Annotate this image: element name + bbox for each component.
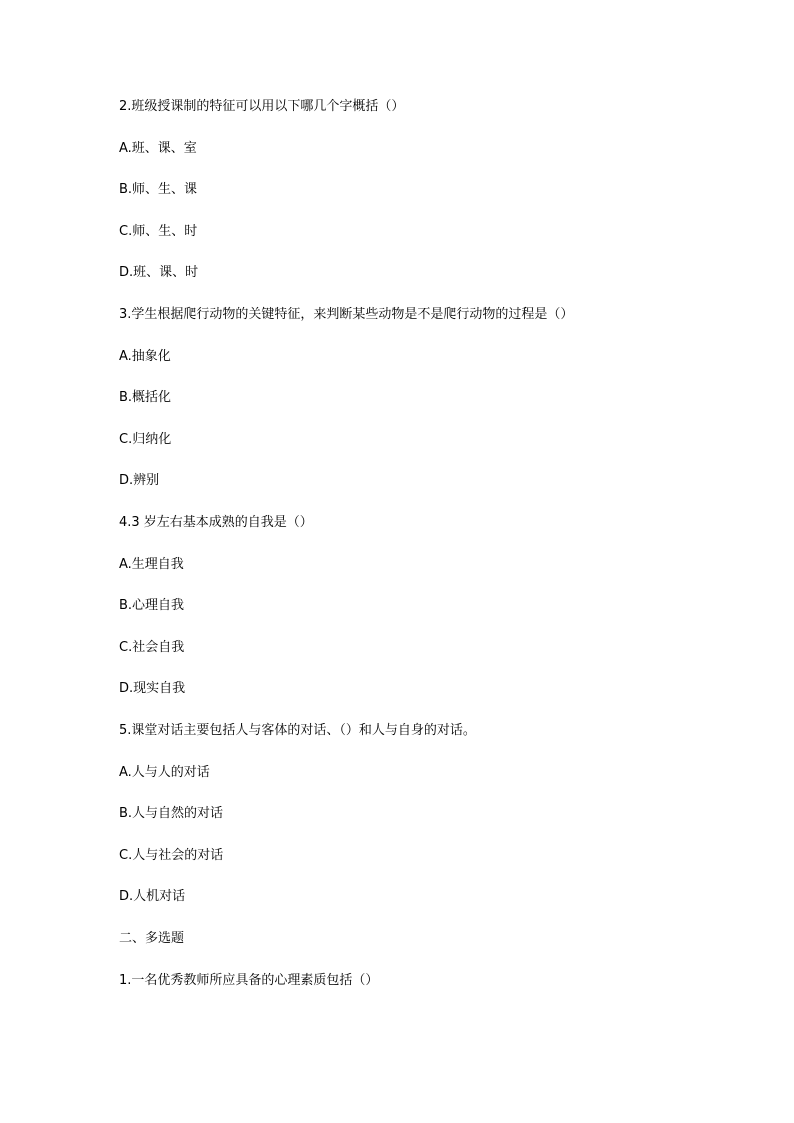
question-4: 4.3 岁左右基本成熟的自我是（） <box>119 515 313 530</box>
question-5: 5.课堂对话主要包括人与客体的对话、（）和人与自身的对话。 <box>119 723 476 738</box>
question-2-option-c: C.师、生、时 <box>119 224 198 239</box>
question-2-option-a: A.班、课、室 <box>119 141 197 156</box>
question-2-option-b: B.师、生、课 <box>119 182 198 197</box>
question-2-option-d: D.班、课、时 <box>119 265 199 280</box>
question-5-option-c: C.人与社会的对话 <box>119 848 224 863</box>
question-4-option-a: A.生理自我 <box>119 557 184 572</box>
question-4-option-c: C.社会自我 <box>119 640 185 655</box>
question-3-option-b: B.概括化 <box>119 390 172 405</box>
question-5-option-b: B.人与自然的对话 <box>119 806 224 821</box>
question-5-option-a: A.人与人的对话 <box>119 765 210 780</box>
question-4-option-b: B.心理自我 <box>119 598 185 613</box>
question-3: 3.学生根据爬行动物的关键特征，来判断某些动物是不是爬行动物的过程是（） <box>119 307 574 322</box>
section-heading-multiple-choice: 二、多选题 <box>119 931 185 946</box>
question-4-option-d: D.现实自我 <box>119 681 186 696</box>
question-2: 2.班级授课制的特征可以用以下哪几个字概括（） <box>119 99 405 114</box>
multi-question-1: 1.一名优秀教师所应具备的心理素质包括（） <box>119 973 379 988</box>
question-5-option-d: D.人机对话 <box>119 889 186 904</box>
question-3-option-c: C.归纳化 <box>119 432 172 447</box>
question-3-option-a: A.抽象化 <box>119 349 171 364</box>
question-3-option-d: D.辨别 <box>119 473 160 488</box>
